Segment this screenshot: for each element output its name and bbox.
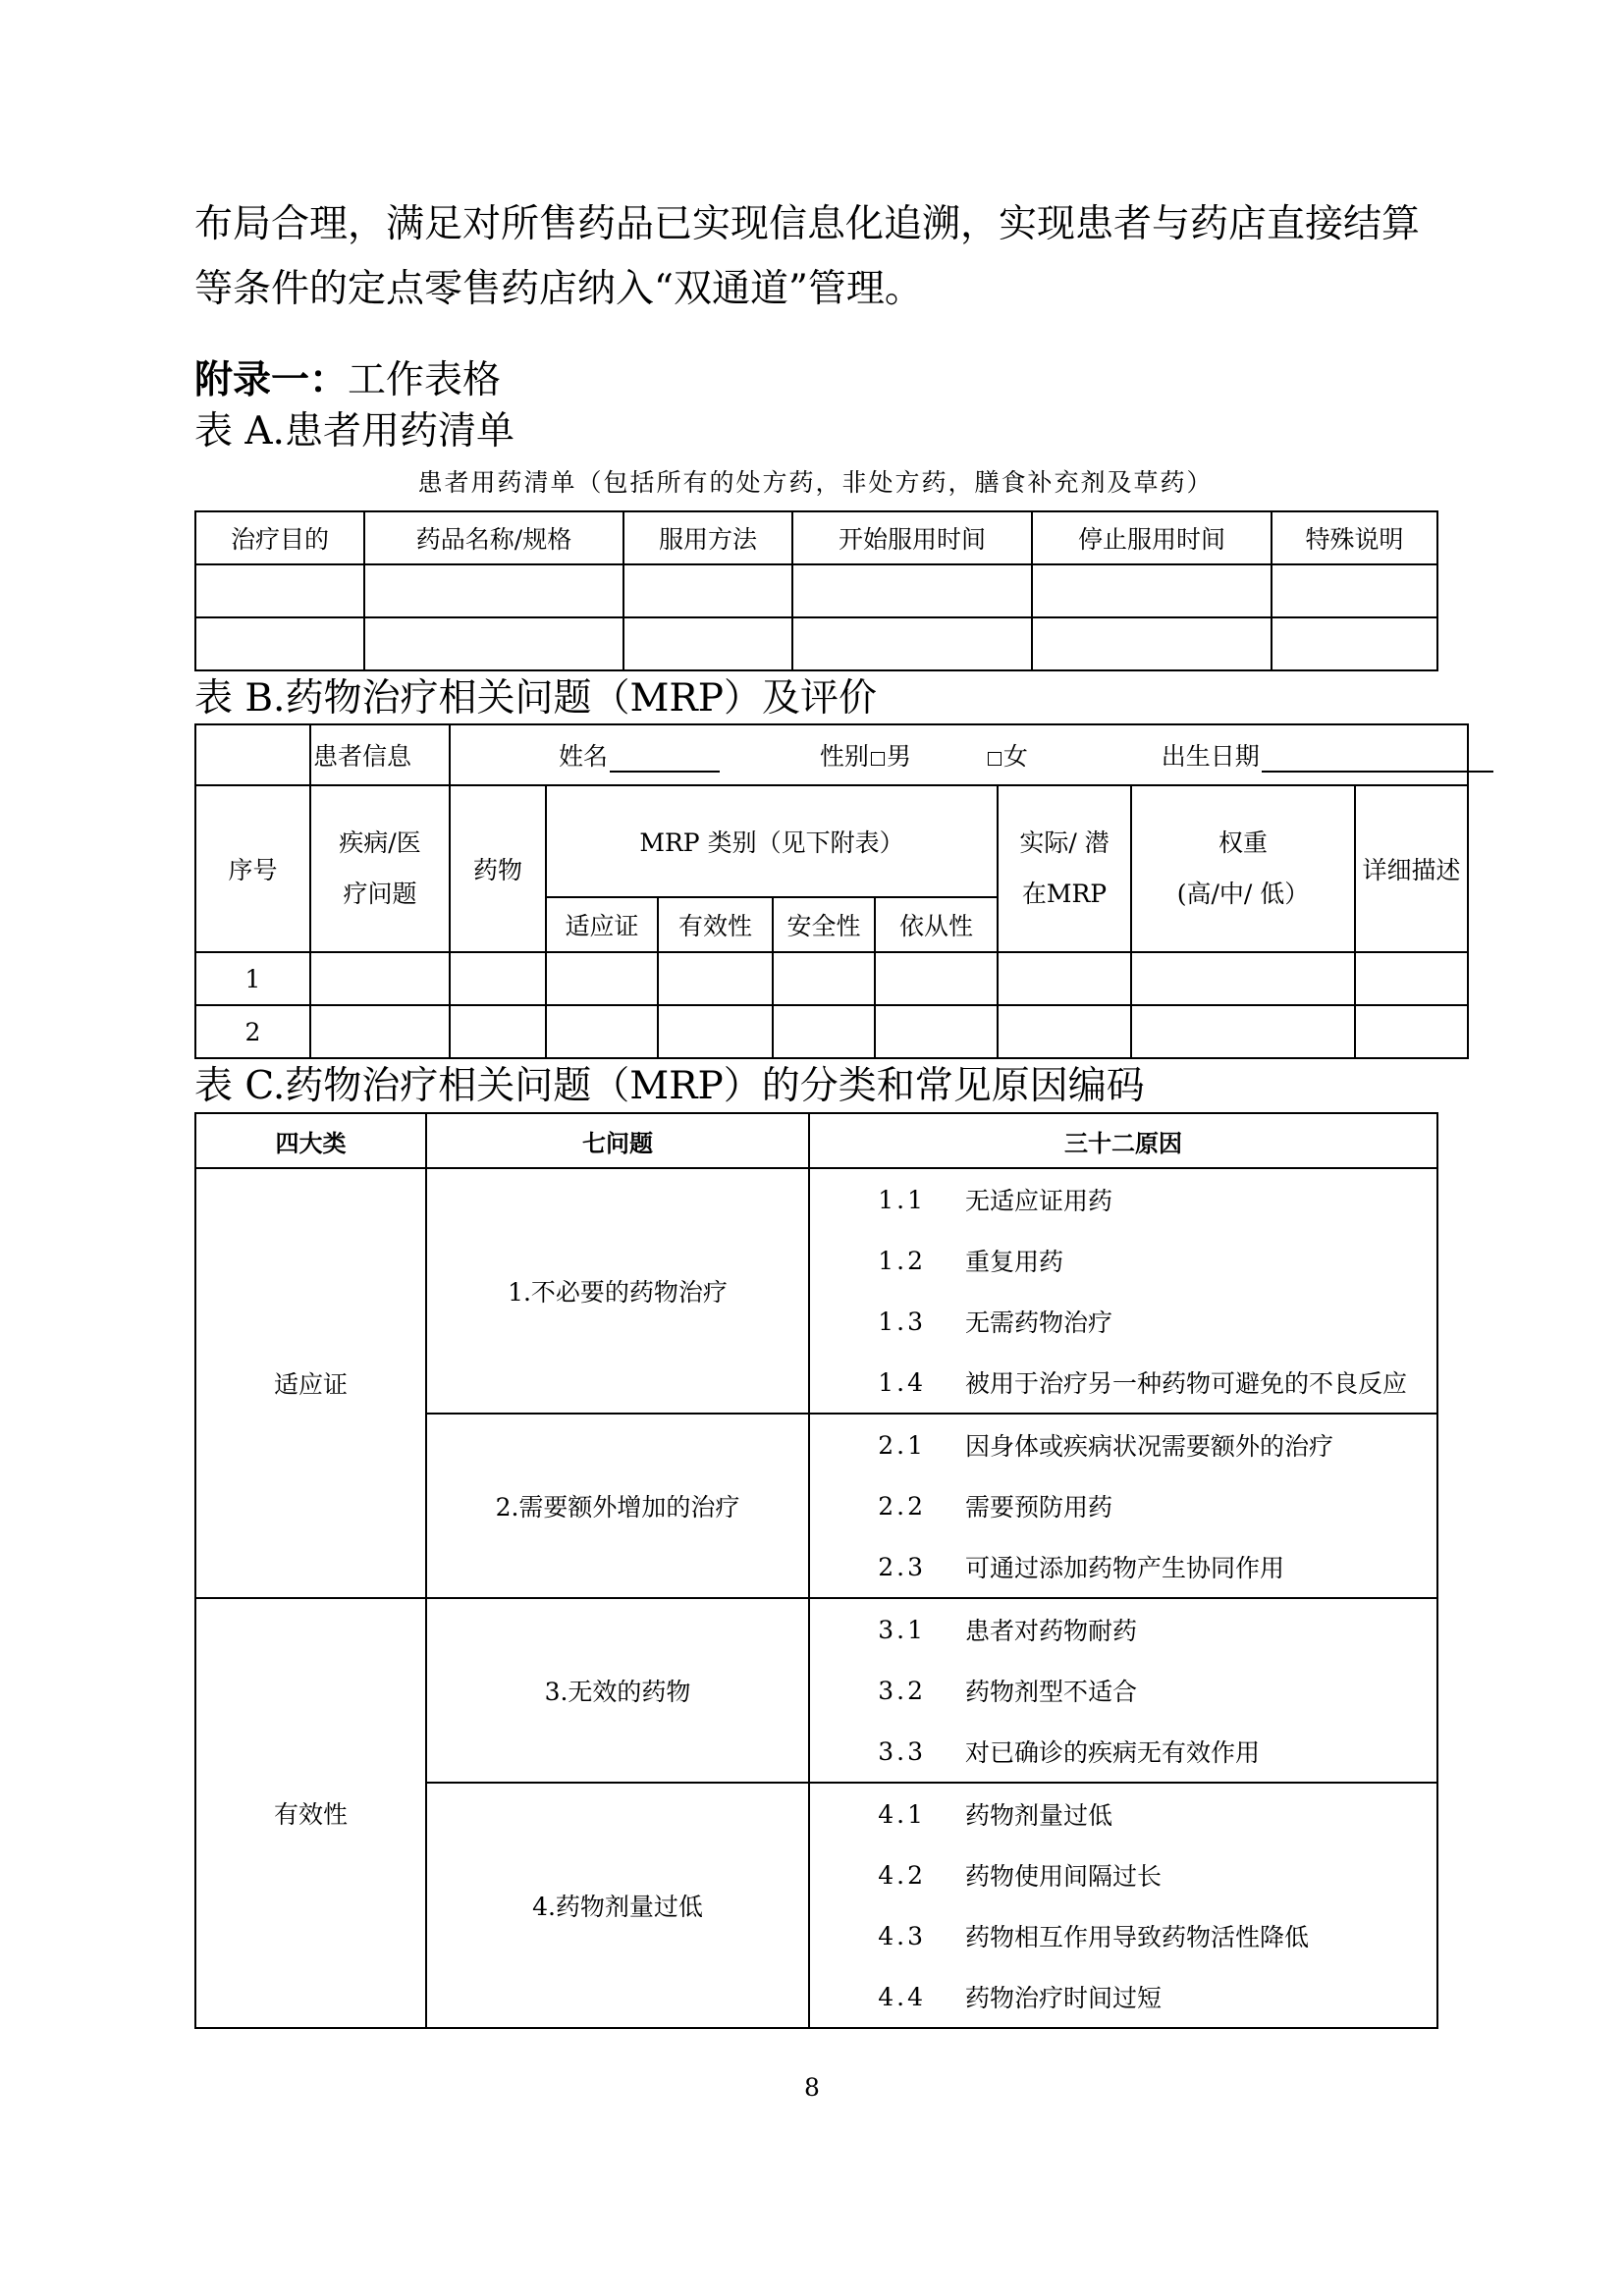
table-a-caption: 患者用药清单（包括所有的处方药，非处方药，膳食补充剂及草药） (417, 468, 1214, 497)
name-field[interactable] (610, 743, 720, 773)
reason-item (810, 1905, 1436, 1966)
reason-text: 患者对药物耐药 (965, 1617, 1138, 1645)
table-a-header-cell: 特殊说明 (1272, 511, 1437, 564)
col-weight-line-2: (高/中/ 低） (1176, 880, 1310, 908)
mrp-sub-header: 依从性 (875, 897, 998, 952)
reasons-cell (809, 1414, 1437, 1598)
male-checkbox[interactable] (871, 752, 885, 766)
category-cell: 有效性 (195, 1598, 426, 2028)
name-label: 姓名 (559, 742, 609, 771)
table-c-title: 表 C.药物治疗相关问题（MRP）的分类和常见原因编码 (194, 1064, 1145, 1108)
table-a-cell (1272, 617, 1437, 670)
problem-cell: 3.无效的药物 (426, 1598, 809, 1783)
reason-code: 2.1 (878, 1430, 926, 1460)
reason-text: 药物剂量过低 (965, 1801, 1113, 1830)
table-a-cell (195, 617, 364, 670)
reason-text: 无需药物治疗 (965, 1308, 1113, 1337)
patient-info-label: 患者信息 (310, 724, 450, 785)
table-a-cell (364, 617, 623, 670)
table-b-cell (1131, 952, 1355, 1005)
table-b-cell (773, 1005, 875, 1058)
reason-code: 1.2 (878, 1246, 926, 1275)
reason-text: 因身体或疾病状况需要额外的治疗 (965, 1432, 1334, 1461)
col-detail-header: 详细描述 (1355, 785, 1468, 952)
reason-item (810, 1352, 1436, 1413)
patient-info-fields (450, 724, 1468, 785)
appendix-heading (194, 355, 501, 405)
table-a-cell (1032, 564, 1272, 617)
table-a-cell (364, 564, 623, 617)
table-b-cell (310, 952, 450, 1005)
table-c-row (195, 1168, 1437, 1414)
reason-code: 4.1 (878, 1799, 926, 1829)
col-disease-header (310, 785, 450, 952)
reason-code: 1.1 (878, 1185, 926, 1214)
reason-item (810, 1230, 1436, 1291)
reason-item (810, 1536, 1436, 1597)
table-c-header-row (195, 1113, 1437, 1168)
reason-item (810, 1169, 1436, 1230)
reason-text: 对已确诊的疾病无有效作用 (965, 1738, 1261, 1767)
reason-item (810, 1660, 1436, 1721)
mrp-sub-header: 有效性 (658, 897, 773, 952)
col-mrp-header: MRP 类别（见下附表） (546, 785, 998, 897)
reason-code: 4.4 (878, 1982, 926, 2011)
reason-code: 2.3 (878, 1552, 926, 1581)
table-a-cell (1272, 564, 1437, 617)
mrp-sub-header: 安全性 (773, 897, 875, 952)
problem-cell: 2.需要额外增加的治疗 (426, 1414, 809, 1598)
table-c-header-cell: 四大类 (195, 1113, 426, 1168)
reason-item (810, 1844, 1436, 1905)
reason-item (810, 1599, 1436, 1660)
male-label: 男 (886, 742, 911, 771)
reason-text: 无适应证用药 (965, 1187, 1113, 1215)
table-a-header-row (195, 511, 1437, 564)
table-b-cell (546, 1005, 658, 1058)
table-b-cell (1355, 1005, 1468, 1058)
col-actual-header (998, 785, 1131, 952)
col-weight-header (1131, 785, 1355, 952)
reason-code: 2.2 (878, 1491, 926, 1521)
col-disease-line-1: 疾病/医 (339, 828, 421, 857)
table-a-header-cell: 药品名称/规格 (364, 511, 623, 564)
reason-code: 4.3 (878, 1921, 926, 1950)
reason-text: 药物使用间隔过长 (965, 1862, 1163, 1891)
mrp-sub-header: 适应证 (546, 897, 658, 952)
table-b-row (195, 952, 1468, 1005)
table-a-cell (792, 564, 1032, 617)
reason-text: 需要预防用药 (965, 1493, 1113, 1522)
table-a (194, 510, 1438, 671)
table-a-cell (623, 617, 792, 670)
table-b-cell (998, 952, 1131, 1005)
category-cell: 适应证 (195, 1168, 426, 1598)
table-b-title: 表 B.药物治疗相关问题（MRP）及评价 (194, 676, 877, 721)
table-b-header-row (195, 785, 1468, 897)
female-label: 女 (1002, 742, 1028, 771)
dob-field[interactable] (1262, 743, 1493, 773)
table-a-row (195, 617, 1437, 670)
reason-code: 1.4 (878, 1367, 926, 1397)
reasons-cell (809, 1168, 1437, 1414)
table-b-cell (875, 1005, 998, 1058)
table-a-cell (195, 564, 364, 617)
col-actual-line-1: 实际/ 潜 (1019, 828, 1110, 857)
reason-item (810, 1966, 1436, 2027)
col-actual-line-2: 在MRP (1021, 880, 1108, 908)
reason-text: 药物治疗时间过短 (965, 1984, 1163, 2012)
table-a-cell (1032, 617, 1272, 670)
reason-code: 4.2 (878, 1860, 926, 1890)
reason-item (810, 1475, 1436, 1536)
table-b (194, 723, 1469, 1059)
col-disease-line-2: 疗问题 (343, 880, 417, 908)
page-number: 8 (804, 2073, 820, 2102)
row-seq: 2 (195, 1005, 310, 1058)
table-a-cell (623, 564, 792, 617)
table-a-title: 表 A.患者用药清单 (194, 409, 514, 454)
reason-text: 药物剂型不适合 (965, 1678, 1138, 1706)
table-b-cell (773, 952, 875, 1005)
reason-code: 3.1 (878, 1615, 926, 1644)
intro-line-1: 布局合理，满足对所售药品已实现信息化追溯，实现患者与药店直接结算 (194, 202, 1421, 246)
reason-item (810, 1415, 1436, 1475)
table-a-row (195, 564, 1437, 617)
table-b-cell (658, 1005, 773, 1058)
table-a-header-cell: 服用方法 (623, 511, 792, 564)
table-b-row (195, 1005, 1468, 1058)
reason-text: 被用于治疗另一种药物可避免的不良反应 (965, 1369, 1408, 1398)
table-a-cell (792, 617, 1032, 670)
reason-text: 重复用药 (965, 1248, 1064, 1276)
table-b-cell (658, 952, 773, 1005)
table-c-row (195, 1598, 1437, 1783)
table-b-cell (310, 1005, 450, 1058)
reasons-cell (809, 1598, 1437, 1783)
problem-cell: 4.药物剂量过低 (426, 1783, 809, 2028)
intro-line-2: 等条件的定点零售药店纳入“双通道”管理。 (194, 267, 923, 311)
row-seq: 1 (195, 952, 310, 1005)
table-a-header-cell: 停止服用时间 (1032, 511, 1272, 564)
reason-item (810, 1291, 1436, 1352)
problem-cell: 1.不必要的药物治疗 (426, 1168, 809, 1414)
table-b-cell (450, 1005, 546, 1058)
table-b-info-row (195, 724, 1468, 785)
reason-code: 3.2 (878, 1676, 926, 1705)
table-b-cell (546, 952, 658, 1005)
reason-code: 1.3 (878, 1307, 926, 1336)
female-checkbox[interactable] (988, 752, 1001, 766)
reasons-cell (809, 1783, 1437, 2028)
reason-text: 可通过添加药物产生协同作用 (965, 1554, 1285, 1582)
table-b-cell (1131, 1005, 1355, 1058)
reason-text: 药物相互作用导致药物活性降低 (965, 1923, 1310, 1951)
col-weight-line-1: 权重 (1218, 828, 1268, 857)
table-b-cell (998, 1005, 1131, 1058)
reason-item (810, 1784, 1436, 1844)
col-seq-header: 序号 (195, 785, 310, 952)
table-b-cell (450, 952, 546, 1005)
reason-code: 3.3 (878, 1736, 926, 1766)
dob-label: 出生日期 (1161, 742, 1260, 771)
intro-paragraph (194, 192, 1451, 322)
table-c-header-cell: 七问题 (426, 1113, 809, 1168)
appendix-heading-bold: 附录一： (194, 357, 349, 402)
table-c (194, 1112, 1438, 2029)
table-b-cell (1355, 952, 1468, 1005)
table-b-cell (195, 724, 310, 785)
table-b-cell (875, 952, 998, 1005)
table-a-header-cell: 治疗目的 (195, 511, 364, 564)
reason-item (810, 1721, 1436, 1782)
table-c-header-cell: 三十二原因 (809, 1113, 1437, 1168)
table-a-header-cell: 开始服用时间 (792, 511, 1032, 564)
appendix-heading-rest: 工作表格 (348, 358, 502, 402)
gender-label: 性别 (819, 742, 869, 771)
col-drug-header: 药物 (450, 785, 546, 952)
